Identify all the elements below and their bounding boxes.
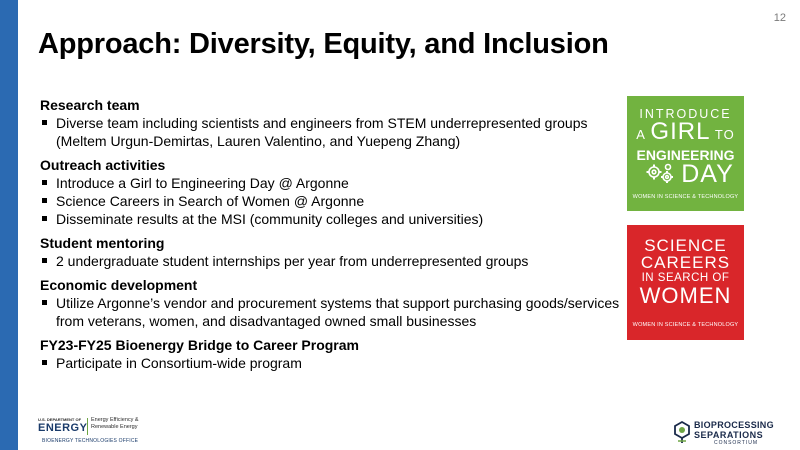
introduce-a-girl-badge bbox=[627, 96, 744, 211]
section-heading: Student mentoring bbox=[40, 235, 165, 251]
gears-icon bbox=[645, 162, 677, 186]
badge-line: SCIENCE bbox=[644, 236, 727, 255]
bullet-item: Science Careers in Search of Women @ Argonne bbox=[40, 192, 620, 210]
bps-logo-icon bbox=[672, 420, 692, 444]
doe-logo-office: BIOENERGY TECHNOLOGIES OFFICE bbox=[42, 438, 139, 444]
slide-title: Approach: Diversity, Equity, and Inclusion bbox=[38, 28, 609, 60]
bullet-item: Diverse team including scientists and engineers from STEM underrepresented groups (Meltem Urgun-Demirtas, Lauren Valentino, and Yuepeng Zhang) bbox=[40, 114, 620, 150]
section-bridge-program bbox=[40, 337, 620, 372]
section-heading: Economic development bbox=[40, 277, 198, 293]
badge-word: DAY bbox=[681, 159, 734, 188]
bps-logo-line: BIOPROCESSING bbox=[694, 420, 774, 430]
badge-word: GIRL bbox=[650, 118, 711, 145]
badge-word: A bbox=[636, 127, 646, 142]
section-outreach bbox=[40, 157, 620, 228]
eere-line: Energy Efficiency & bbox=[91, 417, 139, 423]
bps-logo-line: CONSORTIUM bbox=[713, 440, 759, 446]
section-heading: FY23-FY25 Bioenergy Bridge to Career Program bbox=[40, 337, 359, 353]
left-accent-bar bbox=[0, 0, 18, 450]
badge-footer: WOMEN IN SCIENCE & TECHNOLOGY bbox=[632, 194, 739, 200]
badge-word: TO bbox=[714, 127, 735, 142]
section-heading: Research team bbox=[40, 97, 140, 113]
slide-content bbox=[40, 97, 620, 379]
bullet-list bbox=[40, 294, 620, 330]
bullet-list bbox=[40, 354, 620, 372]
bullet-item: Participate in Consortium-wide program bbox=[40, 354, 620, 372]
badge-line bbox=[641, 160, 738, 188]
bullet-list bbox=[40, 174, 620, 228]
badge-footer: WOMEN IN SCIENCE & TECHNOLOGY bbox=[632, 322, 739, 328]
section-research-team bbox=[40, 97, 620, 150]
doe-logo-top: U.S. DEPARTMENT OF bbox=[38, 417, 82, 422]
doe-logo-eere bbox=[91, 417, 139, 431]
bullet-item: 2 undergraduate student internships per year from underrepresented groups bbox=[40, 252, 620, 270]
doe-logo-energy: ENERGY bbox=[38, 422, 88, 434]
section-heading: Outreach activities bbox=[40, 157, 166, 173]
badge-line: WOMEN bbox=[639, 283, 732, 308]
doe-logo-divider bbox=[87, 418, 88, 435]
bullet-item: Utilize Argonne’s vendor and procurement systems that support purchasing goods/services from veterans, women, and disadvantaged owned small businesses bbox=[40, 294, 620, 330]
bps-logo-line: SEPARATIONS bbox=[694, 430, 764, 440]
badge-line: ENGINEERING bbox=[636, 147, 735, 163]
badge-line: IN SEARCH OF bbox=[641, 272, 730, 284]
bullet-item: Disseminate results at the MSI (community colleges and universities) bbox=[40, 210, 620, 228]
bps-logo bbox=[672, 420, 787, 450]
science-careers-badge bbox=[627, 225, 744, 340]
page-number: 12 bbox=[773, 12, 786, 24]
eere-line: Renewable Energy bbox=[91, 424, 138, 430]
bullet-list bbox=[40, 252, 620, 270]
section-student-mentoring bbox=[40, 235, 620, 270]
badge-line bbox=[627, 120, 744, 147]
badge-line: CAREERS bbox=[640, 253, 731, 272]
section-economic-development bbox=[40, 277, 620, 330]
bullet-list bbox=[40, 114, 620, 150]
bullet-item: Introduce a Girl to Engineering Day @ Argonne bbox=[40, 174, 620, 192]
badge-line: INTRODUCE bbox=[639, 107, 732, 121]
